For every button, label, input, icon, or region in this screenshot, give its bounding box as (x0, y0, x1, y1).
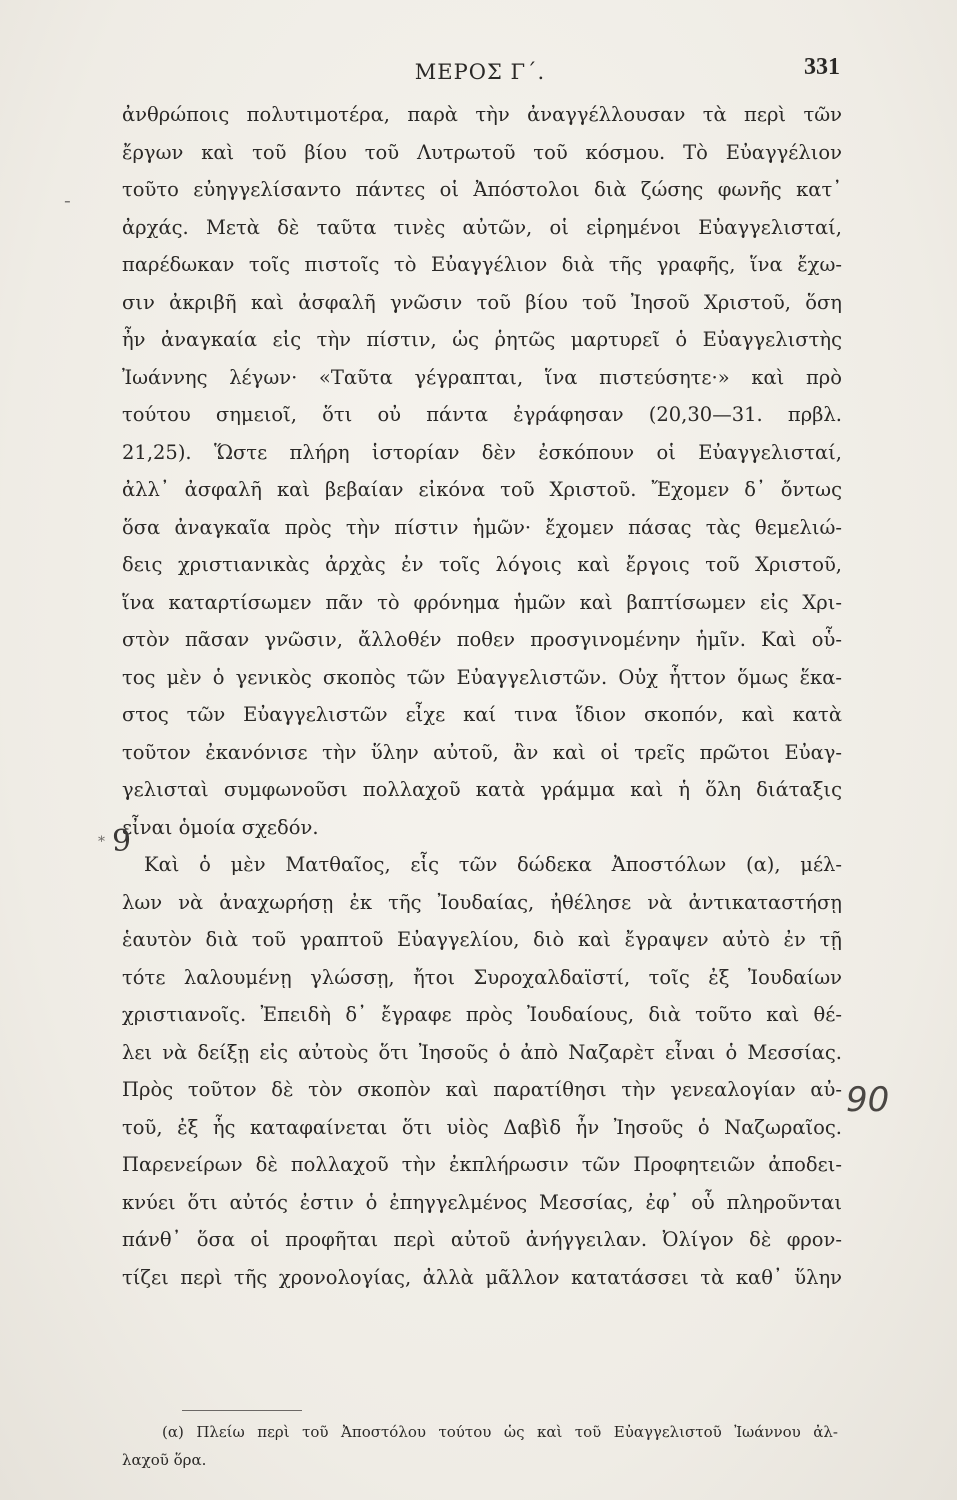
text-line: δεις χριστιανικὰς ἀρχὰς ἐν τοῖς λόγοις καὶ ἔργοις τοῦ Χριστοῦ, (122, 553, 842, 576)
page-header (120, 54, 840, 94)
text-line: κνύει ὅτι αὐτός ἐστιν ὁ ἐπηγγελμένος Μεσσίας, ἐφ᾿ οὗ πληροῦνται (122, 1190, 842, 1214)
page-number: 331 (804, 54, 840, 80)
text-line: Πρὸς τοῦτον δὲ τὸν σκοπὸν καὶ παρατίθησι τὴν γενεαλογίαν αὐ- (122, 1078, 842, 1101)
text-line: ἵνα καταρτίσωμεν πᾶν τὸ φρόνημα ἡμῶν καὶ βαπτίσωμεν εἰς Χρι- (122, 590, 842, 614)
margin-star-mark: * (98, 834, 105, 850)
text-line: ἦν ἀναγκαία εἰς τὴν πίστιν, ὡς ῥητῶς μαρτυρεῖ ὁ Εὐαγγελιστὴς (122, 328, 842, 351)
text-line: εἶναι ὁμοία σχεδόν. (122, 815, 319, 839)
text-line: τοῦ, ἐξ ἧς καταφαίνεται ὅτι υἱὸς Δαβὶδ ἦν Ἰησοῦς ὁ Ναζωραῖος. (122, 1115, 842, 1139)
text-line: Καὶ ὁ μὲν Ματθαῖος, εἷς τῶν δώδεκα Ἀποστόλων (α), μέλ- (144, 853, 842, 876)
text-line: ἀλλ᾿ ἀσφαλῆ καὶ βεβαίαν εἰκόνα τοῦ Χριστοῦ. Ἔχομεν δ᾿ ὄντως (122, 478, 842, 501)
text-line: λων νὰ ἀναχωρήσῃ ἐκ τῆς Ἰουδαίας, ἠθέλησε νὰ ἀντικαταστήσῃ (122, 890, 842, 914)
text-line: 21,25). Ὥστε πλήρη ἱστορίαν δὲν ἐσκόπουν οἱ Εὐαγγελισταί, (122, 440, 842, 464)
text-line: στος τῶν Εὐαγγελιστῶν εἶχε καί τινα ἴδιον σκοπόν, καὶ κατὰ (122, 703, 842, 726)
text-line: Ἰωάννης λέγων· «Ταῦτα γέγραπται, ἵνα πιστεύσητε·» καὶ πρὸ (122, 365, 842, 389)
footnote (122, 1418, 838, 1474)
footnote-line: (α) Πλείω περὶ τοῦ Ἀποστόλου τούτου ὡς καὶ τοῦ Εὐαγγελιστοῦ Ἰωάννου ἀλ- (162, 1423, 838, 1441)
text-line: Παρενείρων δὲ πολλαχοῦ τὴν ἐκπλήρωσιν τῶν Προφητειῶν ἀποδει- (122, 1153, 842, 1176)
footnote-line: λαχοῦ ὅρα. (122, 1451, 207, 1469)
text-line: λει νὰ δείξῃ εἰς αὐτοὺς ὅτι Ἰησοῦς ὁ ἀπὸ Ναζαρὲτ εἶναι ὁ Μεσσίας. (122, 1040, 842, 1064)
text-line: τότε λαλουμένῃ γλώσσῃ, ἤτοι Συροχαλδαϊστί, τοῖς ἐξ Ἰουδαίων (122, 965, 842, 989)
footnote-rule (182, 1410, 302, 1411)
text-line: ἀρχάς. Μετὰ δὲ ταῦτα τινὲς αὐτῶν, οἱ εἰρημένοι Εὐαγγελισταί, (122, 215, 842, 239)
text-line: σιν ἀκριβῆ καὶ ἀσφαλῆ γνῶσιν τοῦ βίου τοῦ Ἰησοῦ Χριστοῦ, ὅση (122, 290, 842, 314)
handwritten-paragraph-number: 9 (112, 824, 132, 859)
text-line: τίζει περὶ τῆς χρονολογίας, ἀλλὰ μᾶλλον κατατάσσει τὰ καθ᾿ ὕλην (122, 1265, 842, 1289)
text-line: τος μὲν ὁ γενικὸς σκοπὸς τῶν Εὐαγγελιστῶν. Οὐχ ἧττον ὅμως ἕκα- (122, 665, 842, 689)
text-line: ἑαυτὸν διὰ τοῦ γραπτοῦ Εὐαγγελίου, διὸ καὶ ἔγραψεν αὐτὸ ἐν τῇ (122, 928, 842, 951)
body-text (122, 96, 842, 1296)
text-line: γελισταὶ συμφωνοῦσι πολλαχοῦ κατὰ γράμμα καὶ ἡ ὅλη διάταξις (122, 778, 842, 801)
text-line: χριστιανοῖς. Ἐπειδὴ δ᾿ ἔγραφε πρὸς Ἰουδαίους, διὰ τοῦτο καὶ θέ- (122, 1003, 842, 1026)
text-line: παρέδωκαν τοῖς πιστοῖς τὸ Εὐαγγέλιον διὰ τῆς γραφῆς, ἵνα ἔχω- (122, 253, 842, 276)
text-line: στὸν πᾶσαν γνῶσιν, ἄλλοθέν ποθεν προσγινομένην ἡμῖν. Καὶ οὗ- (122, 628, 842, 651)
text-line: ὅσα ἀναγκαῖα πρὸς τὴν πίστιν ἡμῶν· ἔχομεν πάσας τὰς θεμελιώ- (122, 515, 842, 539)
text-line: τοῦτο εὐηγγελίσαντο πάντες οἱ Ἀπόστολοι διὰ ζώσης φωνῆς κατ᾿ (122, 178, 842, 201)
text-line: πάνθ᾿ ὅσα οἱ προφῆται περὶ αὐτοῦ ἀνήγγειλαν. Ὀλίγον δὲ φρον- (122, 1228, 842, 1251)
text-line: ἔργων καὶ τοῦ βίου τοῦ Λυτρωτοῦ τοῦ κόσμου. Τὸ Εὐαγγέλιον (122, 140, 842, 164)
handwritten-margin-note: 90 (846, 1080, 890, 1120)
margin-dash-mark: - (64, 188, 71, 212)
running-head: ΜΕΡΟΣ Γ΄. (414, 60, 546, 84)
text-line: ἀνθρώποις πολυτιμοτέρα, παρὰ τὴν ἀναγγέλλουσαν τὰ περὶ τῶν (122, 103, 842, 126)
text-line: τούτου σημειοῖ, ὅτι οὐ πάντα ἐγράφησαν (20,30—31. πρβλ. (122, 403, 842, 426)
text-line: τοῦτον ἐκανόνισε τὴν ὕλην αὐτοῦ, ἂν καὶ οἱ τρεῖς πρῶτοι Εὐαγ- (122, 740, 842, 764)
